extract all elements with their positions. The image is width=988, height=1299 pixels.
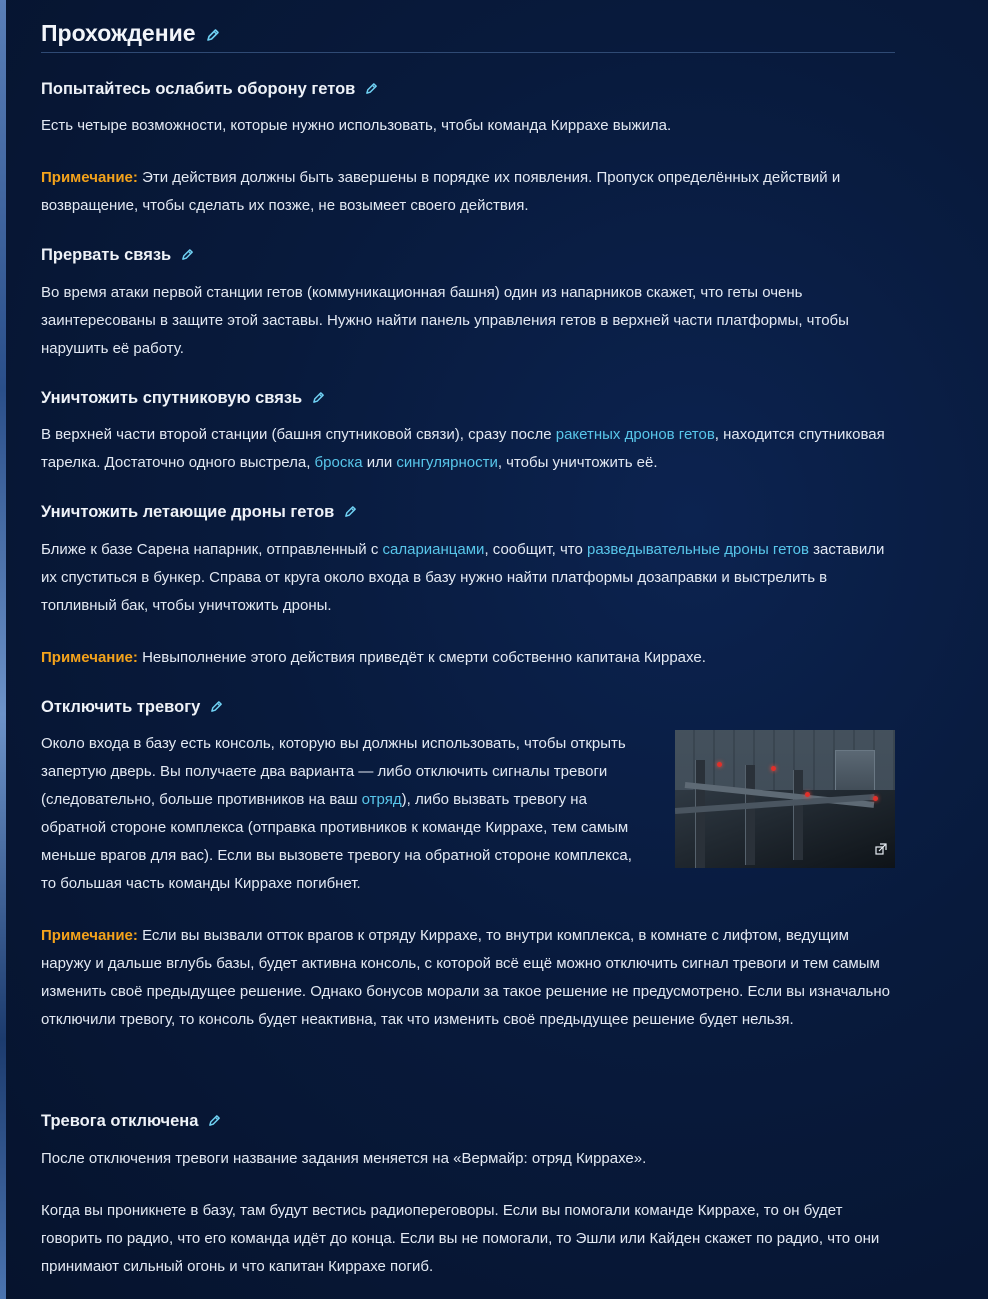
heading-weaken-defense: Попытайтесь ослабить оборону гетов [41,78,378,100]
pencil-edit-icon[interactable] [208,1114,221,1127]
left-edge-decoration [0,0,6,1299]
note-label: Примечание: [41,169,138,186]
heading-alarm-disabled: Тревога отключена [41,1110,221,1132]
link-salarians[interactable]: саларианцами [382,541,485,558]
paragraph: В верхней части второй станции (башня спутниковой связи), сразу после ракетных дронов гетов, находится спутниковая тарелка. Достаточно одного выстрела, броска или сингулярности, чтобы уничтожить её. [41,426,885,471]
link-throw[interactable]: броска [314,454,363,471]
heading-break-comms: Прервать связь [41,244,194,266]
link-recon-drones[interactable]: разведывательные дроны гетов [587,541,809,558]
pencil-edit-icon[interactable] [344,505,357,518]
pencil-edit-icon[interactable] [181,248,194,261]
pencil-edit-icon[interactable] [312,391,325,404]
expand-icon[interactable] [875,842,887,860]
paragraph: Ближе к базе Сарена напарник, отправленный с саларианцами, сообщит, что разведывательные дроны гетов заставили их спуститься в бункер. Справа от круга около входа в базу нужно найти платформы дозаправки и выстрелить в топливный бак, чтобы уничтожить дроны. [41,541,885,614]
link-squad[interactable]: отряд [361,791,402,808]
pencil-edit-icon[interactable] [210,700,223,713]
paragraph: После отключения тревоги название задания меняется на «Вермайр: отряд Киррахе». [41,1150,647,1167]
paragraph: Когда вы проникнете в базу, там будут вестись радиопереговоры. Если вы помогали команде Киррахе, то он будет говорить по радио, что его команда идёт до конца. Если вы не помогали, то Эшли или Кайден скажет по радио, что они принимают сильный огонь и что капитан Киррахе погиб. [41,1202,880,1275]
link-rocket-drones[interactable]: ракетных дронов гетов [555,426,715,443]
paragraph: Есть четыре возможности, которые нужно использовать, чтобы команда Киррахе выжила. [41,117,672,134]
paragraph: Около входа в базу есть консоль, которую вы должны использовать, чтобы открыть запертую дверь. Вы получаете два варианта — либо отключить сигналы тревоги (следовательно, больше противников на ваш отряд), либо вызвать тревогу на обратной стороне комплекса (отправка противников к команде Киррахе, тем самым меньше врагов для вас). Если вы вызовете тревогу на обратной стороне комплекса, то большая часть команды Киррахе погибнет. [41,735,632,892]
heading-destroy-drones: Уничтожить летающие дроны гетов [41,501,357,523]
heading-disable-alarm: Отключить тревогу [41,696,223,718]
note-paragraph: Примечание: Если вы вызвали отток врагов к отряду Киррахе, то внутри комплекса, в комнате с лифтом, ведущим наружу и дальше вглубь базы, будет активна консоль, с которой всё ещё можно отключить сигнал тревоги и тем самым изменить своё предыдущее решение. Однако бонусов морали за такое решение не предусмотрено. Если вы изначально отключили тревогу, то консоль будет неактивна, так что изменить своё предыдущее решение будет нельзя. [41,927,890,1028]
heading-destroy-satellite: Уничтожить спутниковую связь [41,387,325,409]
paragraph: Во время атаки первой станции гетов (коммуникационная башня) один из напарников скажет, что геты очень заинтересованы в защите этой заставы. Нужно найти панель управления гетов в верхней части платформы, чтобы нарушить её работу. [41,284,849,357]
note-label: Примечание: [41,649,138,666]
link-singularity[interactable]: сингулярности [396,454,498,471]
note-paragraph: Примечание: Невыполнение этого действия приведёт к смерти собственно капитана Киррахе. [41,649,706,666]
section-title: Прохождение [41,16,220,50]
note-paragraph: Примечание: Эти действия должны быть завершены в порядке их появления. Пропуск определённых действий и возвращение, чтобы сделать их позже, не возымеет своего действия. [41,169,841,214]
pencil-edit-icon[interactable] [206,28,220,42]
title-divider [41,52,895,53]
pencil-edit-icon[interactable] [365,82,378,95]
note-label: Примечание: [41,927,138,944]
screenshot-thumbnail[interactable] [675,730,895,868]
